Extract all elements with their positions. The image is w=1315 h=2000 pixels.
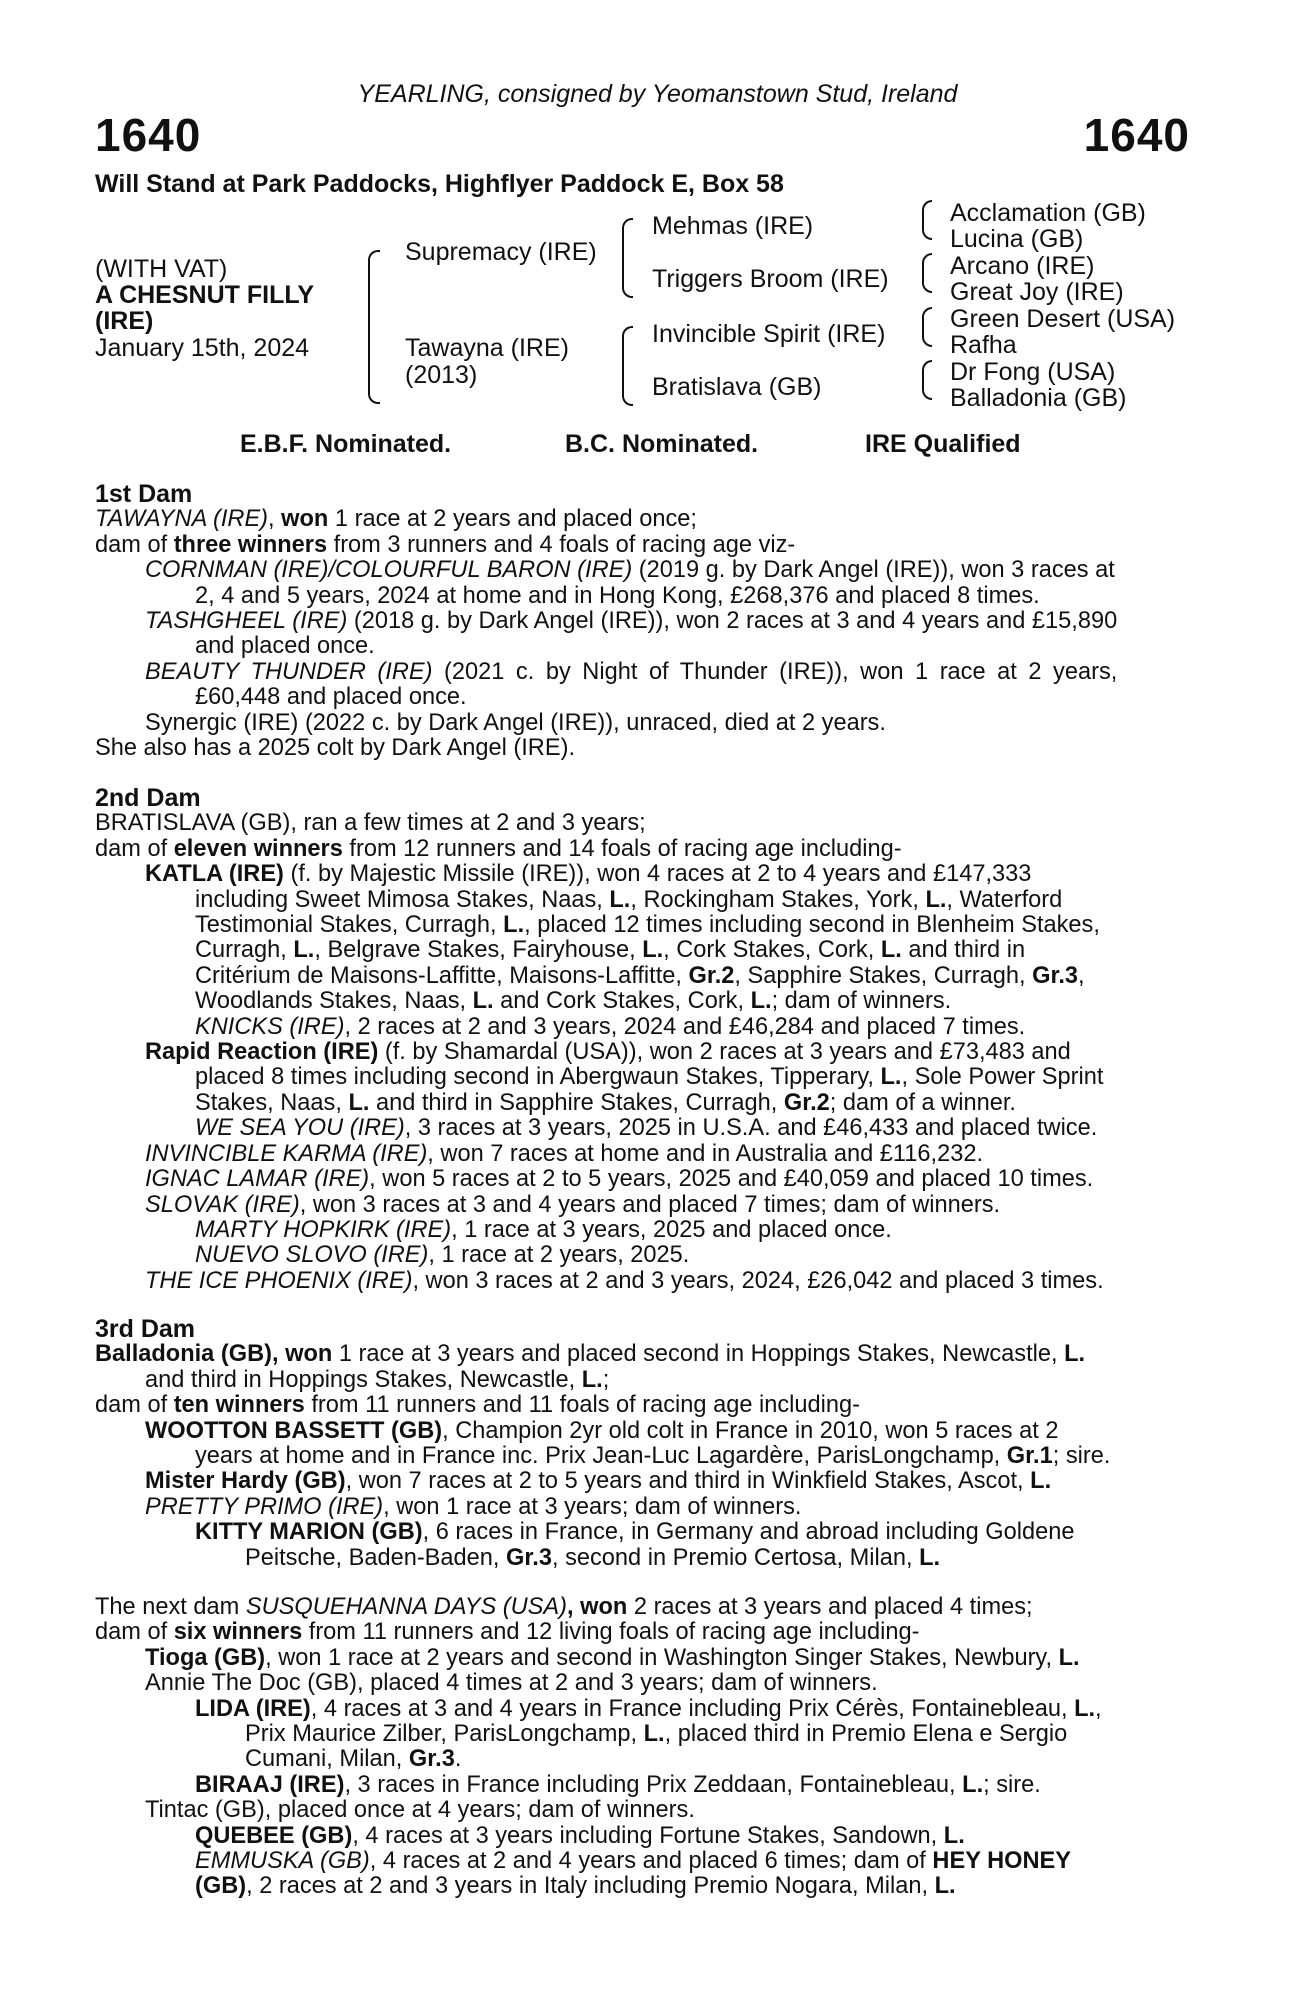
consignment-line: YEARLING, consigned by Yeomanstown Stud, Ireland (357, 80, 958, 108)
race-grade: L. (472, 988, 494, 1015)
race-grade: Gr.3 (1032, 962, 1079, 989)
progeny-name: Mister Hardy (GB) (145, 1468, 346, 1495)
text: , Sole Power Sprint (901, 1064, 1104, 1091)
pedigree-brace-dam (622, 326, 633, 406)
text: and Cork Stakes, Cork, (493, 988, 751, 1015)
text: , Rockingham Stakes, York, (630, 886, 926, 913)
race-grade: L. (1030, 1468, 1052, 1495)
pedigree-brace-sire (622, 218, 633, 298)
progeny-name: IGNAC LAMAR (IRE) (145, 1166, 370, 1193)
progeny-name: PRETTY PRIMO (IRE) (145, 1493, 384, 1520)
text: , 2 races at 2 and 3 years, 2024 and £46,284 and placed 7 times. (344, 1013, 1026, 1040)
section-title: 2nd Dam (95, 784, 201, 812)
third-dam-section (95, 1317, 1195, 1571)
text: , won 3 races at 3 and 4 years and placed 7 times; dam of winners. (299, 1191, 1001, 1218)
pedigree-brace-g4 (922, 360, 932, 400)
horse-country: (IRE) (95, 307, 154, 335)
won-label: won (281, 506, 329, 533)
text: Annie The Doc (GB), placed 4 times at 2 and 3 years; dam of winners. (145, 1670, 878, 1697)
pedigree-g5: Green Desert (USA) (950, 305, 1176, 333)
text: , (567, 1594, 581, 1620)
text: and third in (901, 937, 1026, 964)
progeny-name: KITTY MARION (GB) (195, 1519, 423, 1546)
pedigree-brace-g1 (922, 200, 932, 240)
pedigree-brace-main (368, 250, 380, 404)
text: 1 race at 2 years and placed once; (328, 506, 697, 533)
second-dam-section (95, 786, 1195, 1294)
progeny-name: Rapid Reaction (IRE) (145, 1039, 379, 1066)
race-grade: Gr.3 (506, 1544, 552, 1571)
winners-count: ten winners (173, 1392, 305, 1419)
text: (f. by Majestic Missile (IRE)), won 4 races at 2 to 4 years and £147,333 (283, 861, 1032, 888)
text: , Champion 2yr old colt in France in 2010, won 5 races at 2 (442, 1417, 1059, 1444)
race-grade: L. (1074, 1695, 1096, 1722)
progeny-name: BEAUTY THUNDER (IRE) (145, 658, 433, 685)
race-grade: L. (1058, 1644, 1080, 1671)
text: including Sweet Mimosa Stakes, Naas, (195, 886, 610, 913)
lot-number-left: 1640 (95, 109, 202, 161)
pedigree-brace-g3 (922, 307, 932, 347)
progeny-name: LIDA (IRE) (195, 1695, 311, 1722)
text: from 3 runners and 4 foals of racing age viz- (327, 531, 796, 558)
text: , (271, 1341, 286, 1368)
text: 2 races at 3 years and placed 4 times; (627, 1594, 1033, 1620)
pedigree-g8: Balladonia (GB) (950, 384, 1127, 412)
progeny-name: CORNMAN (IRE)/COLOURFUL BARON (IRE) (145, 557, 633, 584)
text: from 11 runners and 12 living foals of racing age including- (302, 1619, 920, 1646)
winners-count: three winners (173, 531, 328, 558)
pedigree-sire-sire: Mehmas (IRE) (652, 212, 814, 240)
text: Stakes, Naas, (195, 1089, 349, 1116)
race-grade: Gr.1 (1006, 1443, 1053, 1470)
text: , 4 races at 3 years including Fortune Stakes, Sandown, (352, 1822, 944, 1849)
ebf-nominated: E.B.F. Nominated. (240, 430, 452, 458)
text: Peitsche, Baden-Baden, (245, 1544, 507, 1571)
race-grade: Gr.3 (408, 1746, 455, 1773)
progeny-name: TASHGHEEL (IRE) (145, 608, 348, 635)
section-title: 3rd Dam (95, 1315, 196, 1343)
race-grade: L. (962, 1771, 984, 1798)
race-grade: L. (934, 1873, 956, 1900)
race-grade: L. (943, 1822, 965, 1849)
text: , 4 races at 3 and 4 years in France including Prix Cérès, Fontainebleau, (310, 1695, 1075, 1722)
text: , placed 12 times including second in Blenheim Stakes, (524, 912, 1100, 939)
progeny-name: THE ICE PHOENIX (IRE) (145, 1267, 413, 1294)
text: Testimonial Stakes, Curragh, (195, 912, 504, 939)
first-dam-section (95, 482, 1195, 761)
race-grade: L. (293, 937, 315, 964)
progeny-name: HEY HONEY (932, 1848, 1071, 1875)
race-grade: L. (880, 937, 902, 964)
pedigree-dam-sire: Invincible Spirit (IRE) (652, 320, 886, 348)
text: . (454, 1746, 462, 1773)
pedigree-sire: Supremacy (IRE) (405, 238, 597, 266)
ire-qualified: IRE Qualified (865, 430, 1021, 458)
text: , (1078, 962, 1085, 989)
text: , won 5 races at 2 to 5 years, 2025 and £40,059 and placed 10 times. (369, 1166, 1094, 1193)
text: , Sapphire Stakes, Curragh, (734, 962, 1033, 989)
text: and third in Sapphire Stakes, Curragh, (369, 1089, 784, 1116)
progeny-name: BIRAAJ (IRE) (195, 1771, 345, 1798)
text: years at home and in France inc. Prix Jean-Luc Lagardère, ParisLongchamp, (195, 1443, 1007, 1470)
text: She also has a 2025 colt by Dark Angel (IRE). (95, 735, 575, 762)
text: , Waterford (946, 886, 1063, 913)
won-label: won (580, 1594, 628, 1620)
pedigree-dam-dam: Bratislava (GB) (652, 373, 822, 401)
pedigree-g6: Rafha (950, 331, 1017, 359)
text: , second in Premio Certosa, Milan, (551, 1544, 920, 1571)
text: Synergic (IRE) (2022 c. by Dark Angel (IRE)), unraced, died at 2 years. (145, 709, 886, 736)
pedigree-g4: Great Joy (IRE) (950, 278, 1124, 306)
dam-name: Balladonia (GB) (95, 1341, 272, 1368)
text: from 11 runners and 11 foals of racing age including- (304, 1392, 861, 1419)
text: dam of (95, 1619, 174, 1646)
progeny-name: KNICKS (IRE) (195, 1013, 345, 1040)
text: and placed once. (195, 633, 375, 660)
progeny-name: EMMUSKA (GB) (195, 1848, 370, 1875)
text: , 6 races in France, in Germany and abroad including Goldene (422, 1519, 1075, 1546)
section-title: 1st Dam (95, 480, 193, 508)
text: , won 1 race at 3 years; dam of winners. (383, 1493, 802, 1520)
text: placed 8 times including second in Abergwaun Stakes, Tipperary, (195, 1064, 881, 1091)
race-grade: L. (348, 1089, 370, 1116)
text: Curragh, (195, 937, 294, 964)
race-grade: L. (1064, 1341, 1086, 1368)
pedigree-g2: Lucina (GB) (950, 225, 1084, 253)
text: £60,448 and placed once. (195, 684, 467, 711)
text: ; (602, 1366, 610, 1393)
progeny-name: KATLA (IRE) (145, 861, 284, 888)
progeny-name: WE SEA YOU (IRE) (195, 1115, 405, 1142)
race-grade: L. (642, 937, 664, 964)
text: , 2 races at 2 and 3 years in Italy including Premio Nogara, Milan, (246, 1873, 935, 1900)
text: , 1 race at 3 years, 2025 and placed once. (451, 1216, 892, 1243)
text: dam of (95, 1392, 174, 1419)
pedigree-dam: Tawayna (IRE) (405, 334, 569, 362)
text: ; dam of a winner. (829, 1089, 1016, 1116)
race-grade: L. (609, 886, 631, 913)
progeny-name: MARTY HOPKIRK (IRE) (195, 1216, 452, 1243)
race-grade: L. (503, 912, 525, 939)
dam-line: BRATISLAVA (GB), ran a few times at 2 and 3 years; (95, 810, 646, 837)
text: , 3 races at 3 years, 2025 in U.S.A. and £46,433 and placed twice. (404, 1115, 1098, 1142)
text: (2018 g. by Dark Angel (IRE)), won 2 races at 3 and 4 years and £15,890 (347, 608, 1118, 635)
text: (2019 g. by Dark Angel (IRE)), won 3 races at (632, 557, 1115, 584)
next-dam-section (95, 1595, 1195, 1900)
foaling-date: January 15th, 2024 (95, 334, 310, 362)
race-grade: Gr.2 (688, 962, 735, 989)
pedigree-sire-dam: Triggers Broom (IRE) (652, 265, 889, 293)
text: Cumani, Milan, (245, 1746, 409, 1773)
race-grade: Gr.2 (783, 1089, 830, 1116)
progeny-name: QUEBEE (GB) (195, 1822, 353, 1849)
progeny-country: (GB) (195, 1873, 247, 1900)
text: , (268, 506, 282, 533)
text: (2021 c. by Night of Thunder (IRE)), won 1 race at 2 years, (432, 658, 1118, 685)
text: ; dam of winners. (771, 988, 952, 1015)
progeny-name: NUEVO SLOVO (IRE) (195, 1242, 429, 1269)
text: Prix Maurice Zilber, ParisLongchamp, (245, 1721, 644, 1748)
race-grade: L. (750, 988, 772, 1015)
text: dam of (95, 835, 174, 862)
won-label: won (285, 1341, 333, 1368)
text: , 4 races at 2 and 4 years and placed 6 times; dam of (369, 1848, 933, 1875)
progeny-name: SLOVAK (IRE) (145, 1191, 300, 1218)
stand-location: Will Stand at Park Paddocks, Highflyer Paddock E, Box 58 (95, 170, 784, 198)
text: (f. by Shamardal (USA)), won 2 races at 3 years and £73,483 and (378, 1039, 1071, 1066)
lot-number-right: 1640 (1083, 109, 1190, 161)
dam-name: SUSQUEHANNA DAYS (USA) (245, 1594, 568, 1620)
text: , placed third in Premio Elena e Sergio (664, 1721, 1068, 1748)
progeny-name: WOOTTON BASSETT (GB) (145, 1417, 443, 1444)
text: dam of (95, 531, 174, 558)
text: Tintac (GB), placed once at 4 years; dam of winners. (145, 1797, 695, 1824)
text: and third in Hoppings Stakes, Newcastle, (145, 1366, 582, 1393)
pedigree-g1: Acclamation (GB) (950, 199, 1146, 227)
race-grade: L. (880, 1064, 902, 1091)
text: ; sire. (983, 1771, 1041, 1798)
race-grade: L. (581, 1366, 603, 1393)
winners-count: six winners (173, 1619, 303, 1646)
text: 2, 4 and 5 years, 2024 at home and in Hong Kong, £268,376 and placed 8 times. (195, 582, 1040, 609)
progeny-name: Tioga (GB) (145, 1644, 266, 1671)
race-grade: L. (925, 886, 947, 913)
text: The next dam (95, 1594, 246, 1620)
text: , 1 race at 2 years, 2025. (428, 1242, 690, 1269)
pedigree-g3: Arcano (IRE) (950, 252, 1095, 280)
text: ; sire. (1052, 1443, 1111, 1470)
text: , won 3 races at 2 and 3 years, 2024, £26,042 and placed 3 times. (412, 1267, 1104, 1294)
race-grade: L. (919, 1544, 941, 1571)
text: 1 race at 3 years and placed second in Hoppings Stakes, Newcastle, (332, 1341, 1065, 1368)
pedigree-g7: Dr Fong (USA) (950, 358, 1116, 386)
text: from 12 runners and 14 foals of racing age including- (342, 835, 902, 862)
text: , Cork Stakes, Cork, (663, 937, 881, 964)
text: , won 7 races at home and in Australia and £116,232. (427, 1140, 983, 1167)
text: , 3 races in France including Prix Zeddaan, Fontainebleau, (344, 1771, 963, 1798)
text: , won 1 race at 2 years and second in Washington Singer Stakes, Newbury, (265, 1644, 1059, 1671)
text: Critérium de Maisons-Laffitte, Maisons-Laffitte, (195, 962, 689, 989)
text: , won 7 races at 2 to 5 years and third in Winkfield Stakes, Ascot, (345, 1468, 1031, 1495)
bc-nominated: B.C. Nominated. (565, 430, 759, 458)
winners-count: eleven winners (173, 835, 343, 862)
text: Woodlands Stakes, Naas, (195, 988, 473, 1015)
pedigree-brace-g2 (922, 253, 932, 293)
progeny-name: INVINCIBLE KARMA (IRE) (145, 1140, 428, 1167)
dam-name: TAWAYNA (IRE) (95, 506, 269, 533)
horse-name: A CHESNUT FILLY (95, 281, 314, 309)
pedigree-dam-year: (2013) (405, 361, 478, 389)
vat-note: (WITH VAT) (95, 255, 228, 283)
text: , (1095, 1695, 1102, 1722)
text: , Belgrave Stakes, Fairyhouse, (314, 937, 643, 964)
race-grade: L. (643, 1721, 665, 1748)
